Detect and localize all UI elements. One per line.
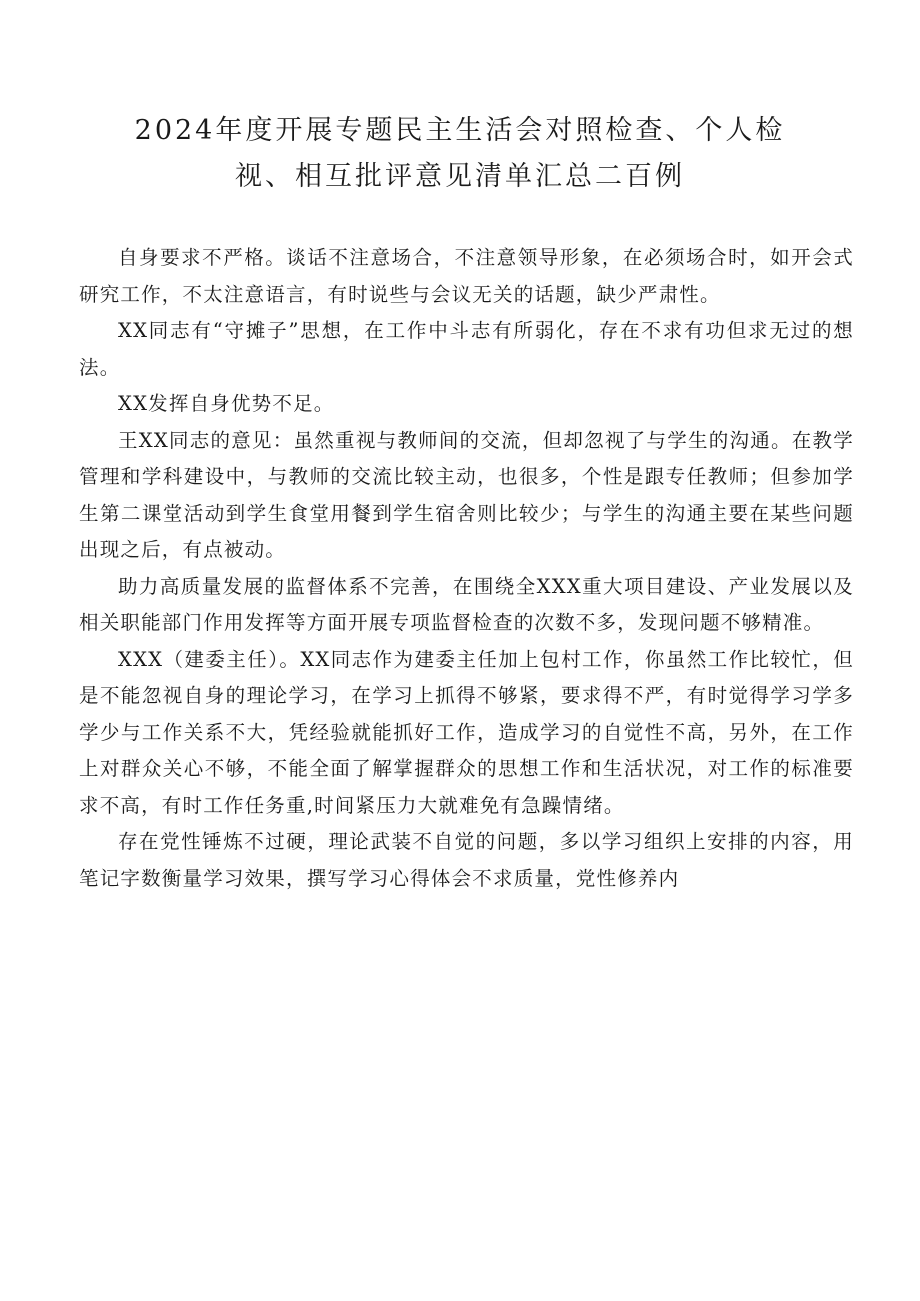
document-body: [79, 240, 854, 897]
document-title: [60, 108, 860, 200]
paragraph-2: XX同志有“守摊子”思想，在工作中斗志有所弱化，存在不求有功但求无过的想法。: [79, 319, 854, 379]
document-title-line-1: 2024年度开展专题民主生活会对照检查、个人检: [134, 115, 786, 146]
paragraph-5: 助力高质量发展的监督体系不完善，在围绕全XXX重大项目建设、产业发展以及相关职能部门作用发挥等方面开展专项监督检查的次数不多，发现问题不够精准。: [79, 574, 854, 634]
paragraph-3: XX发挥自身优势不足。: [118, 392, 335, 415]
paragraph-6: XXX（建委主任）。XX同志作为建委主任加上包村工作，你虽然工作比较忙，但是不能忽视自身的理论学习，在学习上抓得不够紧，要求得不严，有时觉得学习学多学少与工作关系不大，凭经验就能抓好工作，造成学习的自觉性不高，另外，在工作上对群众关心不够，不能全面了解掌握群众的思想工作和生活状况，对工作的标准要求不高，有时工作任务重,时间紧压力大就难免有急躁情绪。: [79, 647, 854, 817]
paragraph-7: 存在党性锤炼不过硬，理论武装不自觉的问题，多以学习组织上安排的内容，用笔记字数衡量学习效果，撰写学习心得体会不求质量，党性修养内: [79, 830, 854, 890]
paragraph-4: 王XX同志的意见：虽然重视与教师间的交流，但却忽视了与学生的沟通。在教学管理和学科建设中，与教师的交流比较主动，也很多，个性是跟专任教师；但参加学生第二课堂活动到学生食堂用餐到学生宿舍则比较少；与学生的沟通主要在某些问题出现之后，有点被动。: [79, 428, 854, 561]
paragraph-1: 自身要求不严格。谈话不注意场合，不注意领导形象，在必须场合时，如开会式研究工作，不太注意语言，有时说些与会议无关的话题，缺少严肃性。: [79, 246, 854, 306]
document-title-line-2: 视、相互批评意见清单汇总二百例: [235, 161, 685, 192]
